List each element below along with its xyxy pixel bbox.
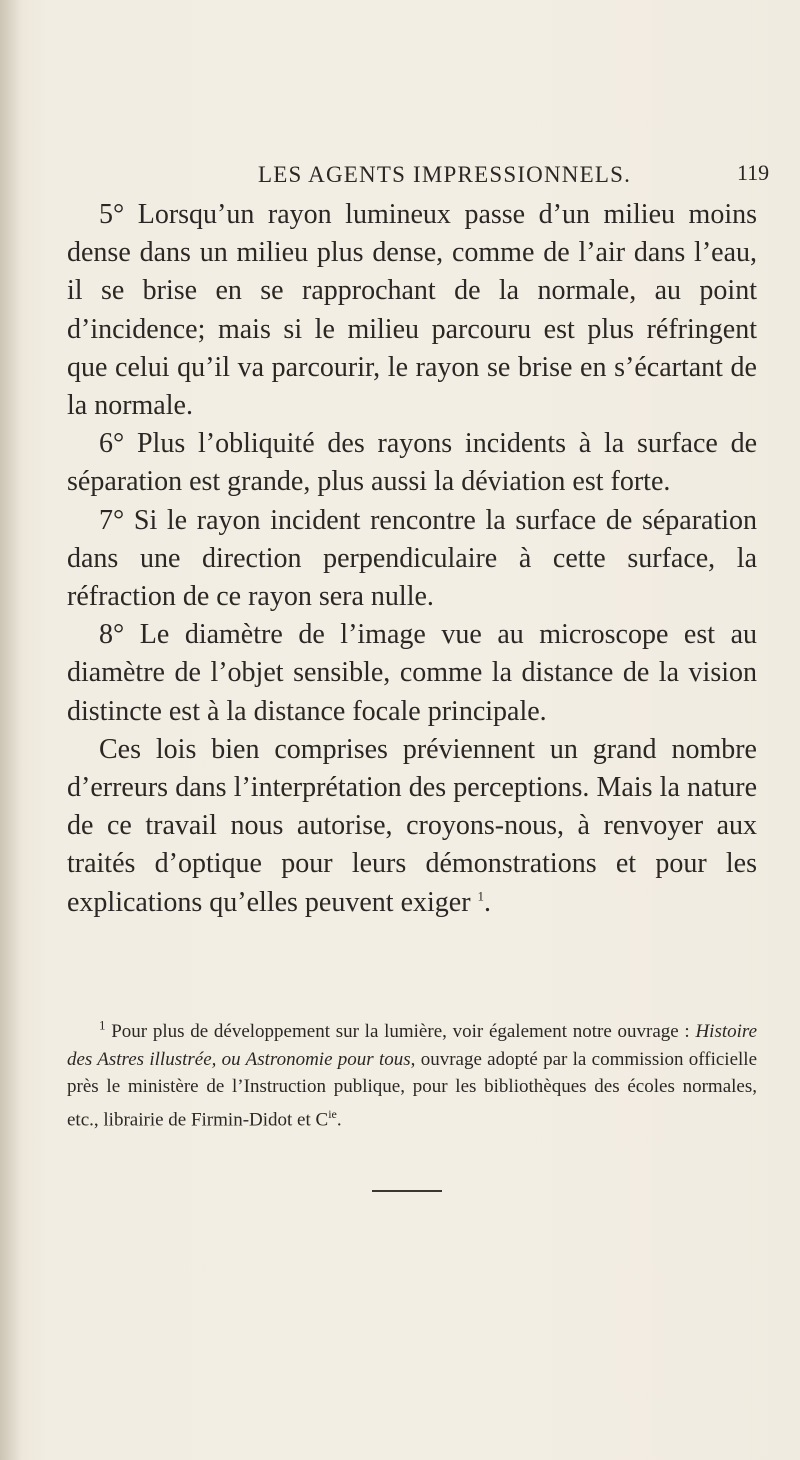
paragraph-rule-6: 6° Plus l’obliquité des rayons incidents à la surface de séparation est grande, plus aussi la déviation est forte. — [67, 428, 757, 498]
footnote-end: . — [336, 1108, 342, 1130]
paragraph-conclusion-text: Ces lois bien comprises préviennent un grand nombre d’erreurs dans l’interprétation des perceptions. Mais la nature de ce travail nous autorise, croyons-nous, à renvoyer aux traités d’optique pour leurs démonstrations et pour les explications qu’elles peuvent exiger — [67, 733, 757, 918]
footnote-book-title: Histoire des Astres illustrée, ou Astronomie pour tous — [67, 1021, 758, 1070]
end-rule — [372, 1190, 442, 1192]
paragraph-conclusion-end: . — [484, 886, 492, 918]
footnote-marker: 1 — [99, 1017, 106, 1033]
footnote-tail-superscript: ie — [328, 1106, 337, 1121]
page-number: 119 — [737, 160, 770, 185]
body-text — [67, 196, 757, 922]
footnote-reference: 1 — [477, 888, 485, 904]
paragraph-rule-7: 7° Si le rayon incident rencontre la surface de séparation dans une direction perpendiculaire à cette surface, la réfraction de ce rayon sera nulle. — [67, 504, 757, 613]
footnote-lead: Pour plus de développement sur la lumière, voir également notre ouvrage : — [111, 1021, 696, 1042]
paragraph-rule-8: 8° Le diamètre de l’image vue au microscope est au diamètre de l’objet sensible, comme la distance de la vision distincte est à la distance focale principale. — [67, 619, 757, 727]
footnote-text — [67, 1018, 757, 1133]
footnote — [67, 1018, 757, 1133]
page-gutter-shadow — [0, 0, 22, 1460]
running-head — [0, 152, 800, 192]
footnote-tail: , ouvrage adopté par la commission officielle près le ministère de l’Instruction publique, pour les bibliothèques des écoles normales, etc., librairie de Firmin-Didot et C — [67, 1048, 757, 1130]
paragraph-rule-5: 5° Lorsqu’un rayon lumineux passe d’un milieu moins dense dans un milieu plus dense, comme de l’air dans l’eau, il se brise en se rapprochant de la normale, au point d’incidence; mais si le milieu parcouru est plus réfringent que celui qu’il va parcourir, le rayon se brise en s’écartant de la normale. — [67, 199, 757, 422]
paragraph-conclusion — [67, 731, 757, 922]
running-head-title: LES AGENTS IMPRESSIONNELS. — [258, 162, 632, 187]
